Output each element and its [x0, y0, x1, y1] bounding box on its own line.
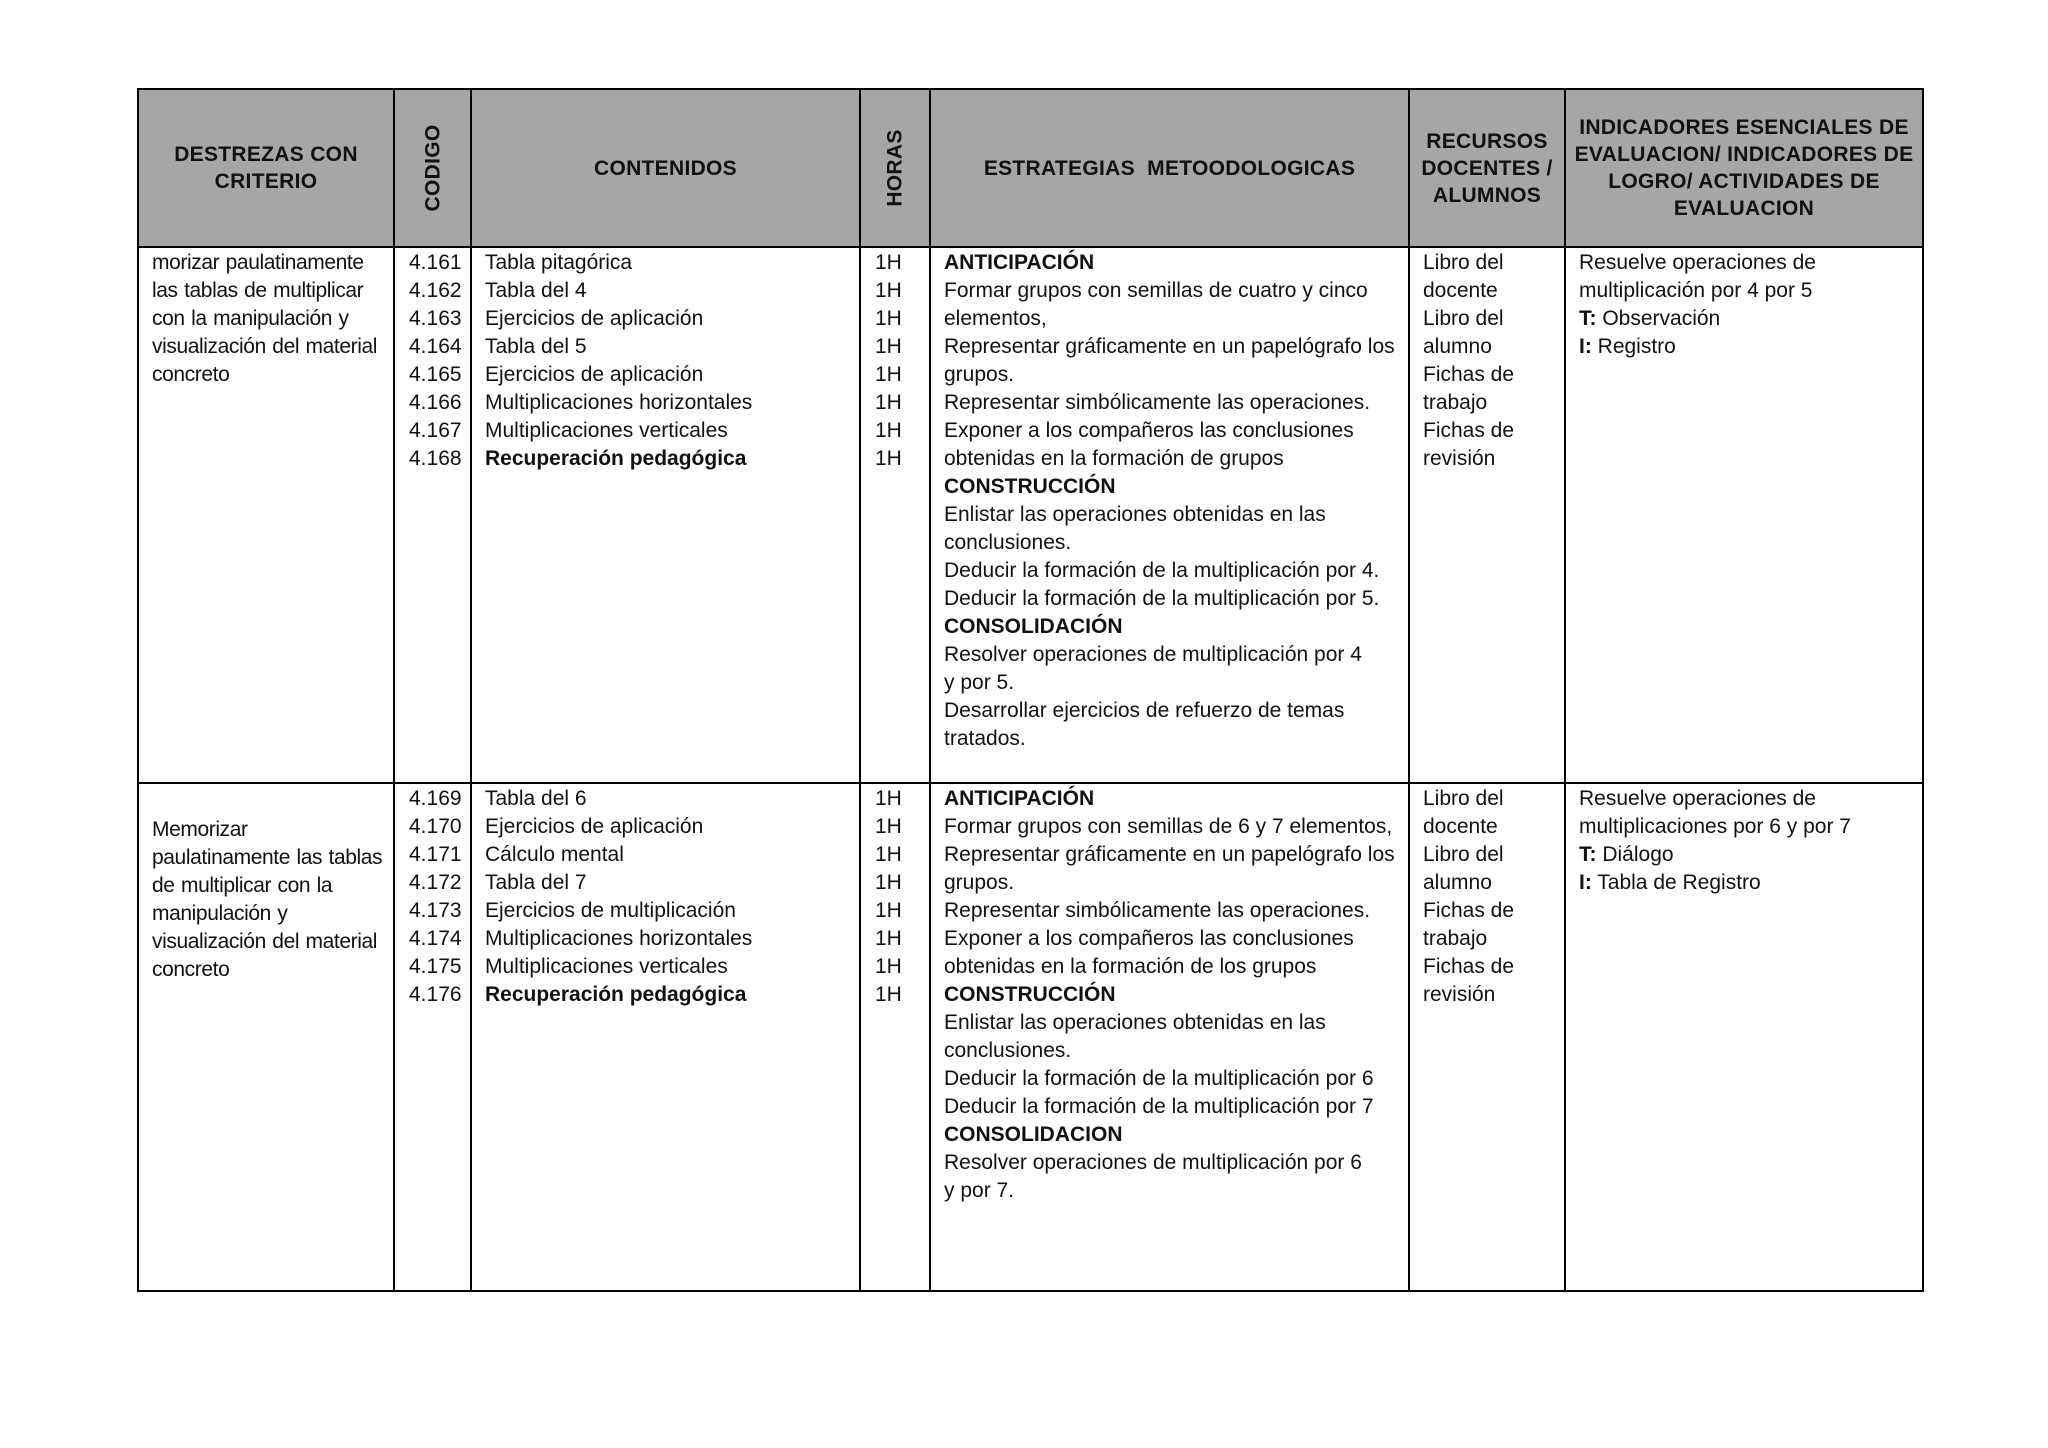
hora-item: 1H [875, 899, 902, 922]
recurso-line: Libro del [1423, 843, 1504, 866]
contenido-item: Multiplicaciones horizontales [485, 927, 753, 950]
destreza-cell [138, 783, 394, 1291]
recurso-line: docente [1423, 279, 1498, 302]
strategy-line: elementos, [944, 307, 1047, 330]
strategy-line: Deducir la formación de la multiplicación por 7 [944, 1095, 1374, 1118]
destreza-text: Memorizar paulatinamente las tablas de multiplicar con la manipulación y visualización del material concreto [152, 818, 383, 981]
hora-item: 1H [875, 815, 902, 838]
hora-item: 1H [875, 419, 902, 442]
hora-item: 1H [875, 843, 902, 866]
recurso-line: trabajo [1423, 391, 1488, 414]
code-item: 4.166 [409, 391, 462, 414]
header-contenidos: CONTENIDOS [471, 89, 860, 247]
planning-sheet [137, 88, 1922, 1292]
contenido-recuperacion: Recuperación pedagógica [485, 983, 747, 1006]
hora-item: 1H [875, 363, 902, 386]
strategy-line: Representar gráficamente en un papelógrafo los [944, 843, 1395, 866]
hora-item: 1H [875, 787, 902, 810]
contenido-item: Multiplicaciones verticales [485, 955, 728, 978]
strategy-line: Representar gráficamente en un papelógrafo los [944, 335, 1395, 358]
header-horas [860, 89, 930, 247]
code-item: 4.170 [409, 815, 462, 838]
strategy-line: grupos. [944, 871, 1015, 894]
contenido-item: Multiplicaciones verticales [485, 419, 728, 442]
indicadores-cell [1565, 783, 1923, 1291]
strategy-line: y por 5. [944, 671, 1015, 694]
table-row [138, 247, 1923, 783]
header-estrategias: ESTRATEGIAS METOODOLOGICAS [930, 89, 1409, 247]
phase-title-anticipacion: ANTICIPACIÓN [944, 787, 1095, 810]
horas-cell [860, 247, 930, 783]
recurso-line: Fichas de [1423, 419, 1515, 442]
phase-title-construccion: CONSTRUCCIÓN [944, 475, 1116, 498]
code-item: 4.161 [409, 251, 462, 274]
code-item: 4.164 [409, 335, 462, 358]
table-row [138, 783, 1923, 1291]
codigo-cell [394, 783, 471, 1291]
contenido-recuperacion: Recuperación pedagógica [485, 447, 747, 470]
strategy-line: Deducir la formación de la multiplicación por 5. [944, 587, 1380, 610]
header-row [138, 89, 1923, 247]
estrategias-cell [930, 247, 1409, 783]
indicador-instrumento [1579, 333, 1912, 361]
contenido-item: Ejercicios de multiplicación [485, 899, 736, 922]
recurso-line: Fichas de [1423, 899, 1515, 922]
code-item: 4.176 [409, 983, 462, 1006]
contenido-item: Tabla del 7 [485, 871, 587, 894]
header-codigo [394, 89, 471, 247]
strategy-line: Resolver operaciones de multiplicación por 6 [944, 1151, 1362, 1174]
hora-item: 1H [875, 955, 902, 978]
contenido-item: Cálculo mental [485, 843, 624, 866]
destreza-cell [138, 247, 394, 783]
code-item: 4.175 [409, 955, 462, 978]
indicador-line: multiplicaciones por 6 y por 7 [1579, 815, 1851, 838]
header-horas-label: HORAS [883, 129, 907, 207]
indicador-line: Resuelve operaciones de [1579, 787, 1816, 810]
strategy-line: Representar simbólicamente las operaciones. [944, 899, 1371, 922]
indicador-line: Resuelve operaciones de [1579, 251, 1816, 274]
instrumento-value: Registro [1591, 335, 1676, 358]
hora-item: 1H [875, 447, 902, 470]
indicador-line: multiplicación por 4 por 5 [1579, 279, 1813, 302]
hora-item: 1H [875, 871, 902, 894]
tecnica-value: Diálogo [1596, 843, 1674, 866]
strategy-line: obtenidas en la formación de grupos [944, 447, 1284, 470]
instrumento-label: I: [1579, 335, 1592, 358]
tecnica-label: T: [1579, 843, 1597, 866]
contenidos-cell [471, 247, 860, 783]
strategy-line: Deducir la formación de la multiplicación por 6 [944, 1067, 1374, 1090]
hora-item: 1H [875, 391, 902, 414]
hora-item: 1H [875, 279, 902, 302]
strategy-line: Deducir la formación de la multiplicación por 4. [944, 559, 1380, 582]
recurso-line: Libro del [1423, 307, 1504, 330]
contenido-item: Ejercicios de aplicación [485, 307, 704, 330]
strategy-line: Enlistar las operaciones obtenidas en las [944, 1011, 1326, 1034]
recurso-line: alumno [1423, 335, 1492, 358]
phase-title-consolidacion: CONSOLIDACION [944, 1123, 1123, 1146]
phase-title-construccion: CONSTRUCCIÓN [944, 983, 1116, 1006]
strategy-line: Formar grupos con semillas de cuatro y cinco [944, 279, 1368, 302]
indicador-tecnica [1579, 841, 1912, 869]
contenidos-cell [471, 783, 860, 1291]
strategy-line: obtenidas en la formación de los grupos [944, 955, 1317, 978]
code-item: 4.174 [409, 927, 462, 950]
recurso-line: trabajo [1423, 927, 1488, 950]
recurso-line: revisión [1423, 447, 1496, 470]
estrategias-cell [930, 783, 1409, 1291]
indicadores-cell [1565, 247, 1923, 783]
code-item: 4.171 [409, 843, 462, 866]
hora-item: 1H [875, 307, 902, 330]
phase-title-anticipacion: ANTICIPACIÓN [944, 251, 1095, 274]
code-item: 4.167 [409, 419, 462, 442]
contenido-item: Tabla pitagórica [485, 251, 633, 274]
strategy-line: Exponer a los compañeros las conclusiones [944, 419, 1354, 442]
contenido-item: Tabla del 6 [485, 787, 587, 810]
recurso-line: docente [1423, 815, 1498, 838]
strategy-line: Resolver operaciones de multiplicación por 4 [944, 643, 1362, 666]
recurso-line: revisión [1423, 983, 1496, 1006]
recursos-cell [1409, 783, 1565, 1291]
recurso-line: alumno [1423, 871, 1492, 894]
hora-item: 1H [875, 335, 902, 358]
strategy-line: grupos. [944, 363, 1015, 386]
contenido-item: Tabla del 5 [485, 335, 587, 358]
strategy-line: conclusiones. [944, 1039, 1072, 1062]
code-item: 4.163 [409, 307, 462, 330]
header-indicadores: INDICADORES ESENCIALES DE EVALUACION/ INDICADORES DE LOGRO/ ACTIVIDADES DE EVALUACION [1565, 89, 1923, 247]
tecnica-label: T: [1579, 307, 1597, 330]
strategy-line: conclusiones. [944, 531, 1072, 554]
hora-item: 1H [875, 251, 902, 274]
recurso-line: Libro del [1423, 787, 1504, 810]
recursos-cell [1409, 247, 1565, 783]
header-destrezas: DESTREZAS CON CRITERIO [138, 89, 394, 247]
tecnica-value: Observación [1596, 307, 1721, 330]
code-item: 4.169 [409, 787, 462, 810]
strategy-line: Exponer a los compañeros las conclusiones [944, 927, 1354, 950]
code-item: 4.172 [409, 871, 462, 894]
strategy-line: y por 7. [944, 1179, 1015, 1202]
horas-cell [860, 783, 930, 1291]
strategy-line: tratados. [944, 727, 1026, 750]
recurso-line: Libro del [1423, 251, 1504, 274]
contenido-item: Ejercicios de aplicación [485, 815, 704, 838]
header-codigo-label: CODIGO [421, 124, 444, 212]
instrumento-value: Tabla de Registro [1591, 871, 1761, 894]
contenido-item: Ejercicios de aplicación [485, 363, 704, 386]
recurso-line: Fichas de [1423, 363, 1515, 386]
instrumento-label: I: [1579, 871, 1592, 894]
destreza-text: morizar paulatinamente las tablas de multiplicar con la manipulación y visualización del material concreto [152, 251, 378, 386]
code-item: 4.165 [409, 363, 462, 386]
indicador-instrumento [1579, 869, 1912, 897]
recurso-line: Fichas de [1423, 955, 1515, 978]
contenido-item: Multiplicaciones horizontales [485, 391, 753, 414]
lesson-plan-table [137, 88, 1924, 1292]
code-item: 4.168 [409, 447, 462, 470]
codigo-cell [394, 247, 471, 783]
strategy-line: Enlistar las operaciones obtenidas en las [944, 503, 1326, 526]
strategy-line: Desarrollar ejercicios de refuerzo de temas [944, 699, 1345, 722]
strategy-line: Representar simbólicamente las operaciones. [944, 391, 1371, 414]
hora-item: 1H [875, 927, 902, 950]
indicador-tecnica [1579, 305, 1912, 333]
hora-item: 1H [875, 983, 902, 1006]
code-item: 4.173 [409, 899, 462, 922]
phase-title-consolidacion: CONSOLIDACIÓN [944, 615, 1123, 638]
contenido-item: Tabla del 4 [485, 279, 587, 302]
strategy-line: Formar grupos con semillas de 6 y 7 elementos, [944, 815, 1393, 838]
header-recursos: RECURSOS DOCENTES / ALUMNOS [1409, 89, 1565, 247]
code-item: 4.162 [409, 279, 462, 302]
